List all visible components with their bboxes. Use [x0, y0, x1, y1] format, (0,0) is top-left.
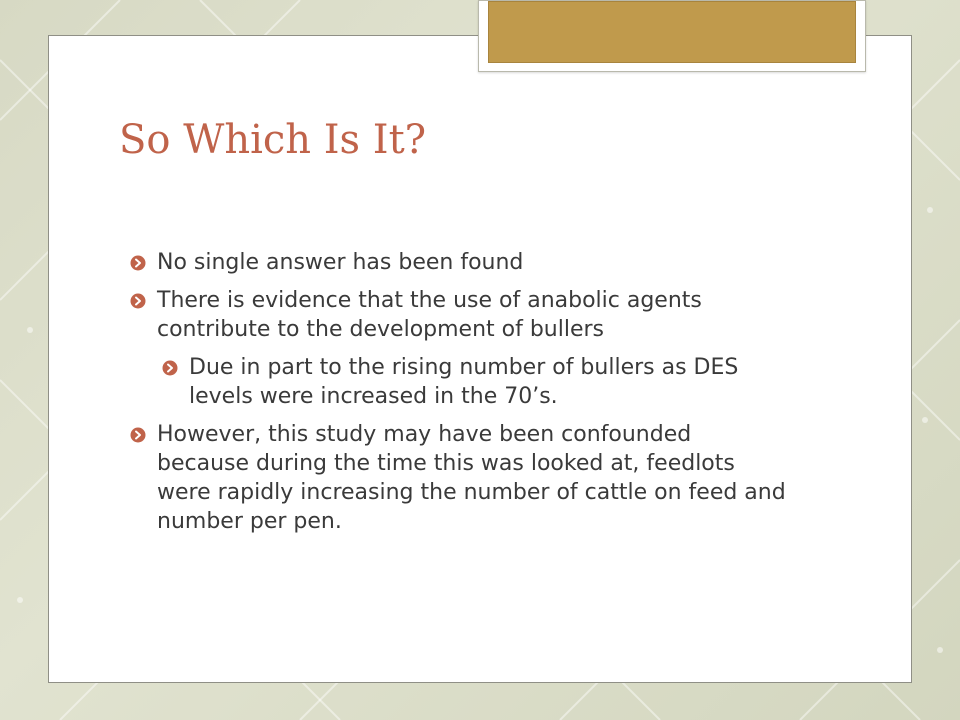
- arrow-right-circle-icon: [130, 255, 146, 271]
- accent-tab-fill: [488, 1, 856, 63]
- bullet-list: [130, 248, 790, 545]
- arrow-right-circle-icon: [130, 427, 146, 443]
- bullet-text: Due in part to the rising number of bullers as DES levels were increased in the 70’s.: [189, 355, 739, 409]
- bullet-item: [130, 248, 790, 277]
- arrow-right-circle-icon: [130, 293, 146, 309]
- sub-bullet-item: [162, 353, 790, 411]
- bullet-text: No single answer has been found: [157, 250, 524, 275]
- arrow-right-circle-icon: [162, 360, 178, 376]
- bullet-item: [130, 286, 790, 344]
- bullet-text: However, this study may have been confounded because during the time this was looked at, feedlots were rapidly increasing the number of cattle on feed and number per pen.: [157, 422, 786, 534]
- bullet-item: [130, 420, 790, 536]
- accent-tab: [478, 0, 866, 72]
- bullet-text: There is evidence that the use of anabolic agents contribute to the development of bullers: [157, 288, 702, 342]
- slide-title: So Which Is It?: [119, 117, 427, 163]
